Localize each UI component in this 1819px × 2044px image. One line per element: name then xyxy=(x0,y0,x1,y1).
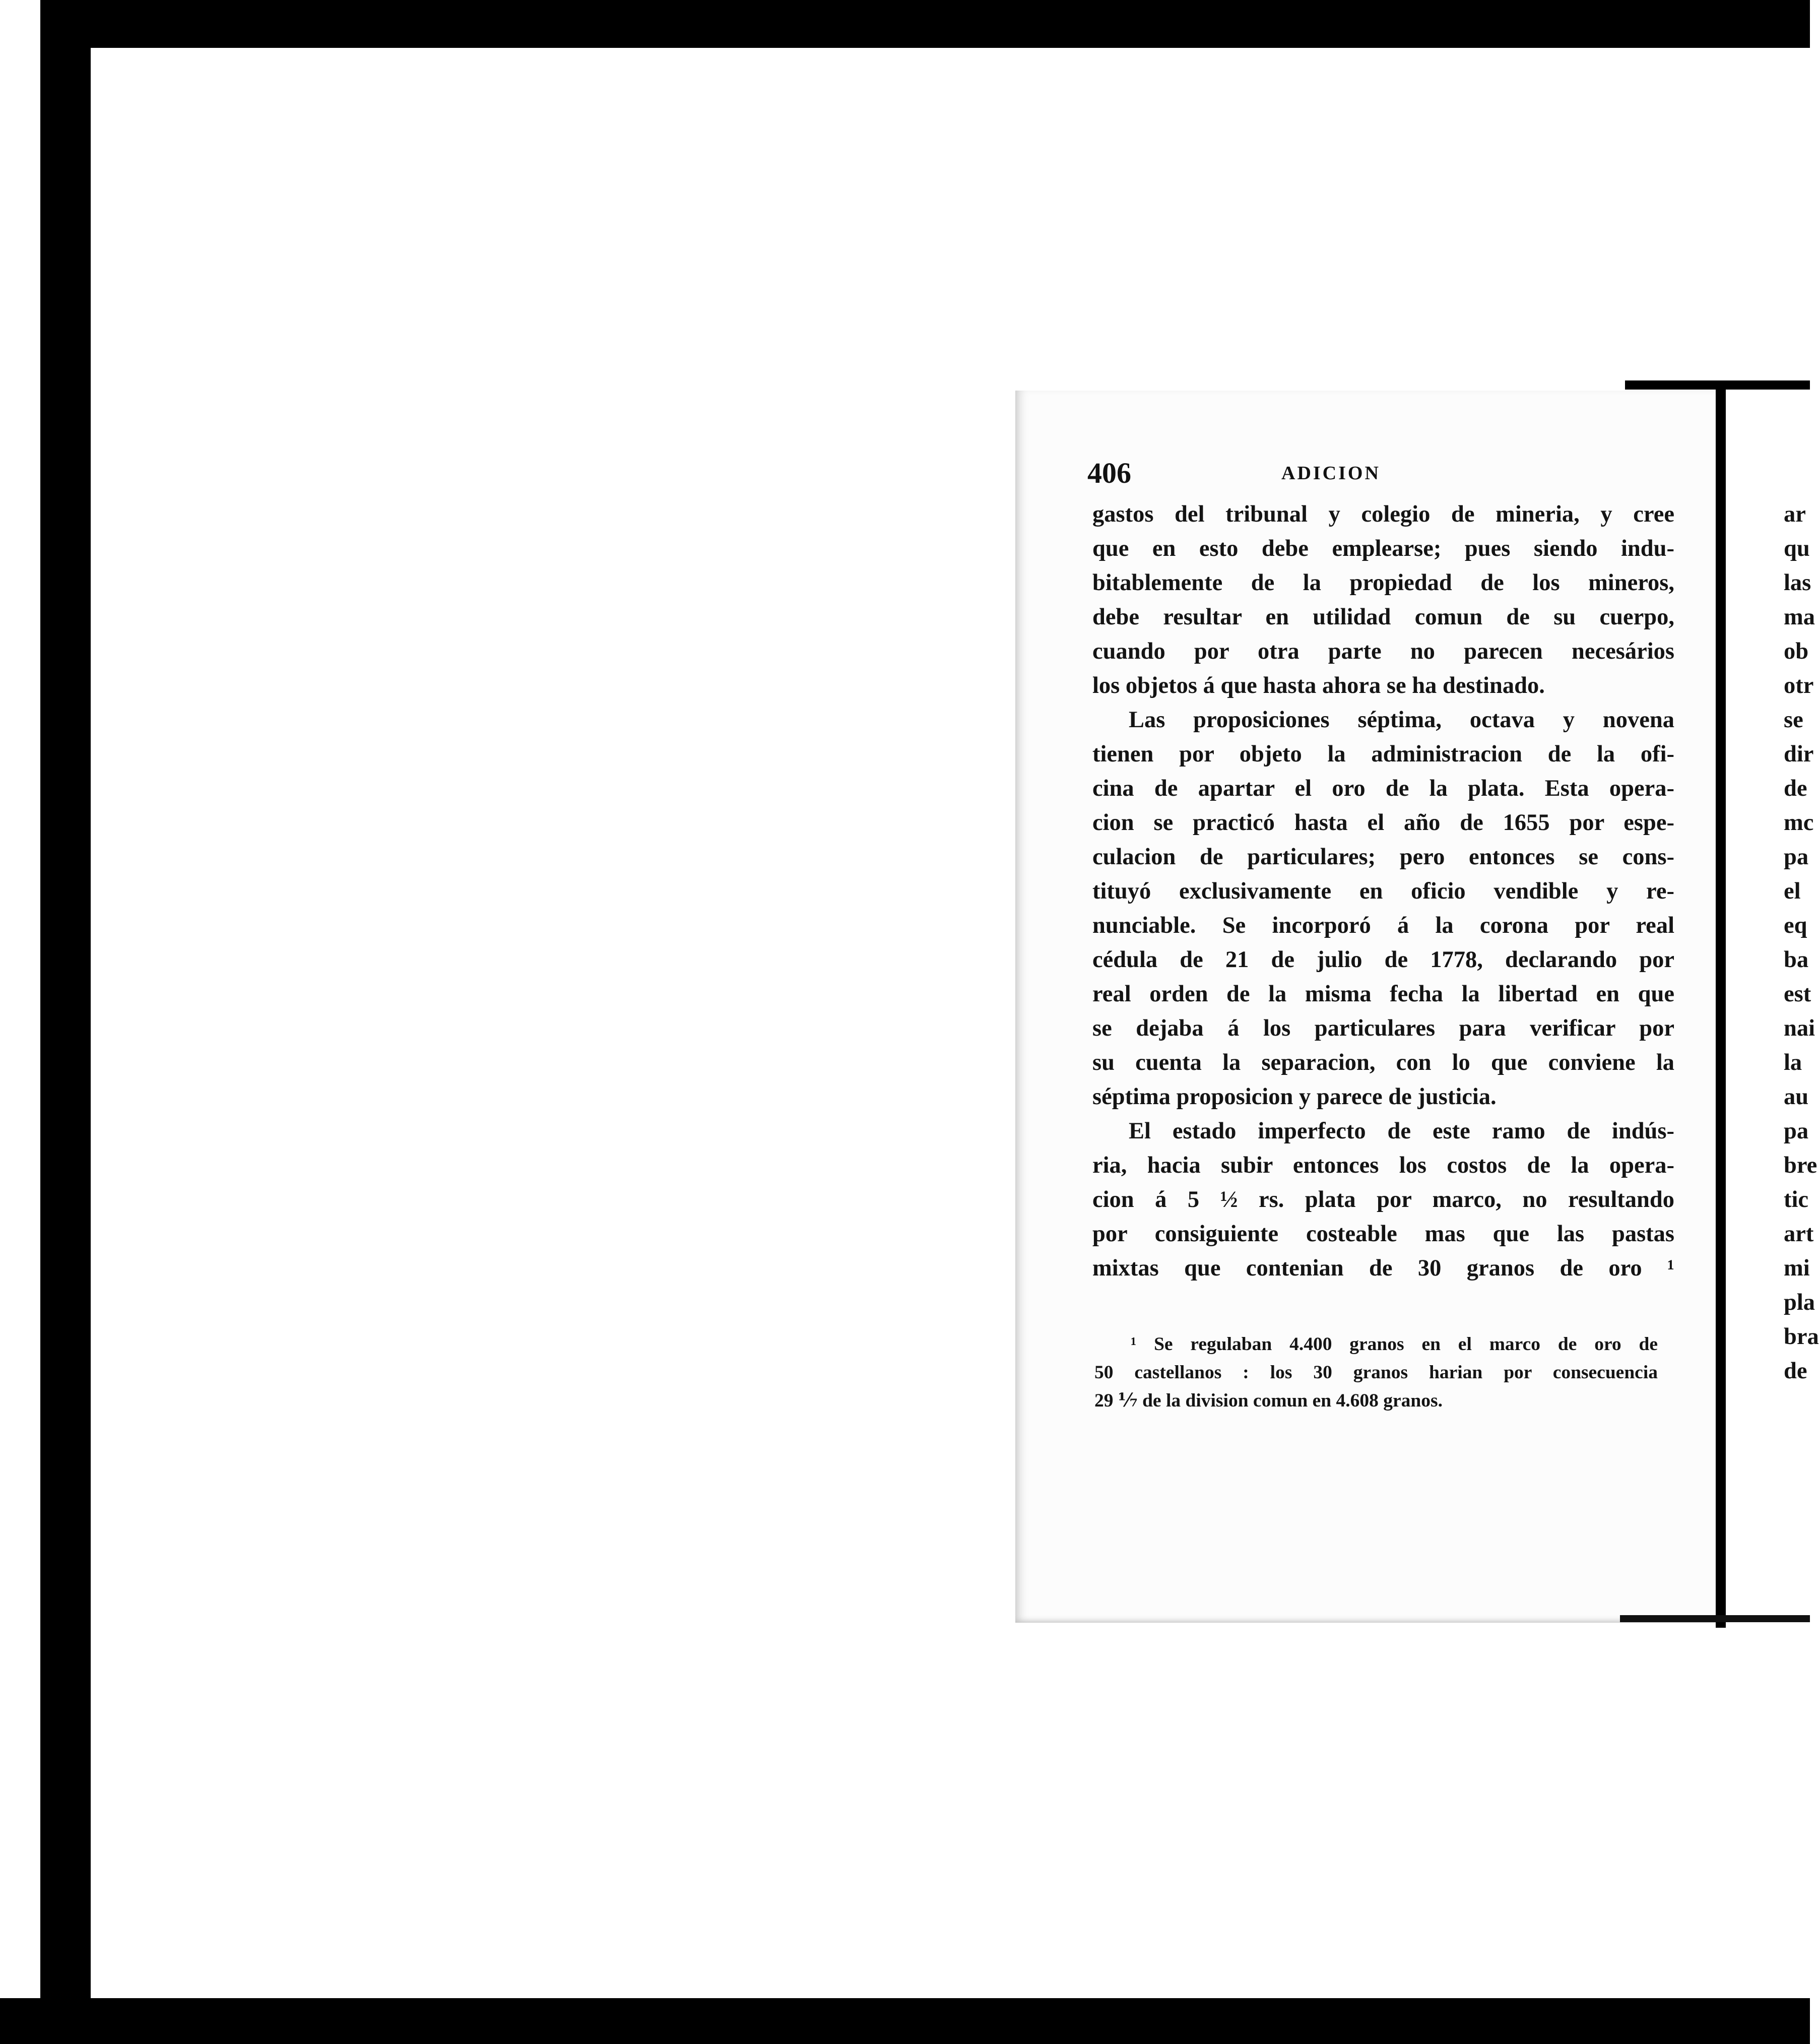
text-line: séptima proposicion y parece de justicia. xyxy=(1092,1084,1497,1110)
facing-line: qu xyxy=(1784,536,1810,561)
text-line: se dejaba á los particulares para verificar por xyxy=(1092,1015,1674,1041)
running-head: ADICION xyxy=(1281,463,1381,484)
text-line: bitablemente de la propiedad de los mineros, xyxy=(1092,570,1674,596)
scan-border-bottom xyxy=(0,1998,1810,2044)
page-header xyxy=(1087,456,1667,491)
footnote-line: 50 castellanos : los 30 granos harian por consecuencia xyxy=(1094,1362,1658,1383)
text-line: nunciable. Se incorporó á la corona por real xyxy=(1092,913,1674,938)
facing-line: pla xyxy=(1784,1290,1815,1315)
text-line: los objetos á que hasta ahora se ha destinado. xyxy=(1092,673,1545,698)
text-line: cédula de 21 de julio de 1778, declarando por xyxy=(1092,947,1674,973)
text-line: ria, hacia subir entonces los costos de la opera- xyxy=(1092,1153,1674,1178)
facing-line: mi xyxy=(1784,1255,1810,1281)
facing-line: mc xyxy=(1784,810,1814,836)
page-gutter-edge xyxy=(1716,388,1726,1628)
text-line: que en esto debe emplearse; pues siendo indu- xyxy=(1092,536,1674,561)
text-line: debe resultar en utilidad comun de su cuerpo, xyxy=(1092,604,1674,630)
facing-line: bre xyxy=(1784,1153,1817,1178)
facing-line: bra xyxy=(1784,1324,1819,1350)
facing-line: eq xyxy=(1784,913,1807,938)
text-line: real orden de la misma fecha la libertad en que xyxy=(1092,981,1674,1007)
facing-line: ba xyxy=(1784,947,1809,973)
facing-line: pa xyxy=(1784,844,1809,870)
text-line: cion á 5 ½ rs. plata por marco, no resultando xyxy=(1092,1187,1674,1212)
facing-line: de xyxy=(1784,776,1807,801)
text-line: culacion de particulares; pero entonces se cons- xyxy=(1092,844,1674,870)
facing-line: la xyxy=(1784,1050,1802,1075)
text-line: tituyó exclusivamente en oficio vendible y re- xyxy=(1092,878,1674,904)
facing-line: otr xyxy=(1784,673,1814,698)
text-line: El estado imperfecto de este ramo de indús- xyxy=(1129,1118,1674,1144)
facing-line: ar xyxy=(1784,501,1806,527)
text-line: tienen por objeto la administracion de la ofi- xyxy=(1092,741,1674,767)
body-text xyxy=(1092,497,1674,1286)
facing-line: de xyxy=(1784,1358,1807,1384)
facing-line: ma xyxy=(1784,604,1815,630)
facing-line: au xyxy=(1784,1084,1809,1110)
footnote-line: 29 ⅐ de la division comun en 4.608 granos. xyxy=(1094,1390,1443,1411)
text-line: cina de apartar el oro de la plata. Esta opera- xyxy=(1092,776,1674,801)
facing-page-bottom-edge xyxy=(1620,1615,1810,1622)
scan-margin-left xyxy=(0,0,40,2044)
text-line: gastos del tribunal y colegio de mineria, y cree xyxy=(1092,501,1674,527)
facing-page-fragment xyxy=(1784,497,1819,1388)
facing-line: tic xyxy=(1784,1187,1809,1212)
text-line: cion se practicó hasta el año de 1655 por espe- xyxy=(1092,810,1674,836)
scan-border-left xyxy=(40,0,91,2044)
text-line: su cuenta la separacion, con lo que conviene la xyxy=(1092,1050,1674,1075)
text-line: por consiguiente costeable mas que las pastas xyxy=(1092,1221,1674,1247)
footnote xyxy=(1094,1330,1658,1415)
text-line: mixtas que contenian de 30 granos de oro ¹ xyxy=(1092,1255,1674,1281)
scan-border-top xyxy=(0,0,1810,48)
facing-line: pa xyxy=(1784,1118,1809,1144)
facing-line: dir xyxy=(1784,741,1814,767)
page-number: 406 xyxy=(1087,457,1131,489)
facing-line: se xyxy=(1784,707,1803,733)
text-line: cuando por otra parte no parecen necesários xyxy=(1092,638,1674,664)
facing-line: nai xyxy=(1784,1015,1815,1041)
facing-line: ob xyxy=(1784,638,1809,664)
facing-line: el xyxy=(1784,878,1801,904)
facing-line: las xyxy=(1784,570,1811,596)
text-line: Las proposiciones séptima, octava y novena xyxy=(1129,707,1674,733)
facing-line: est xyxy=(1784,981,1811,1007)
footnote-line: ¹ Se regulaban 4.400 granos en el marco de oro de xyxy=(1131,1334,1658,1355)
facing-line: art xyxy=(1784,1221,1814,1247)
